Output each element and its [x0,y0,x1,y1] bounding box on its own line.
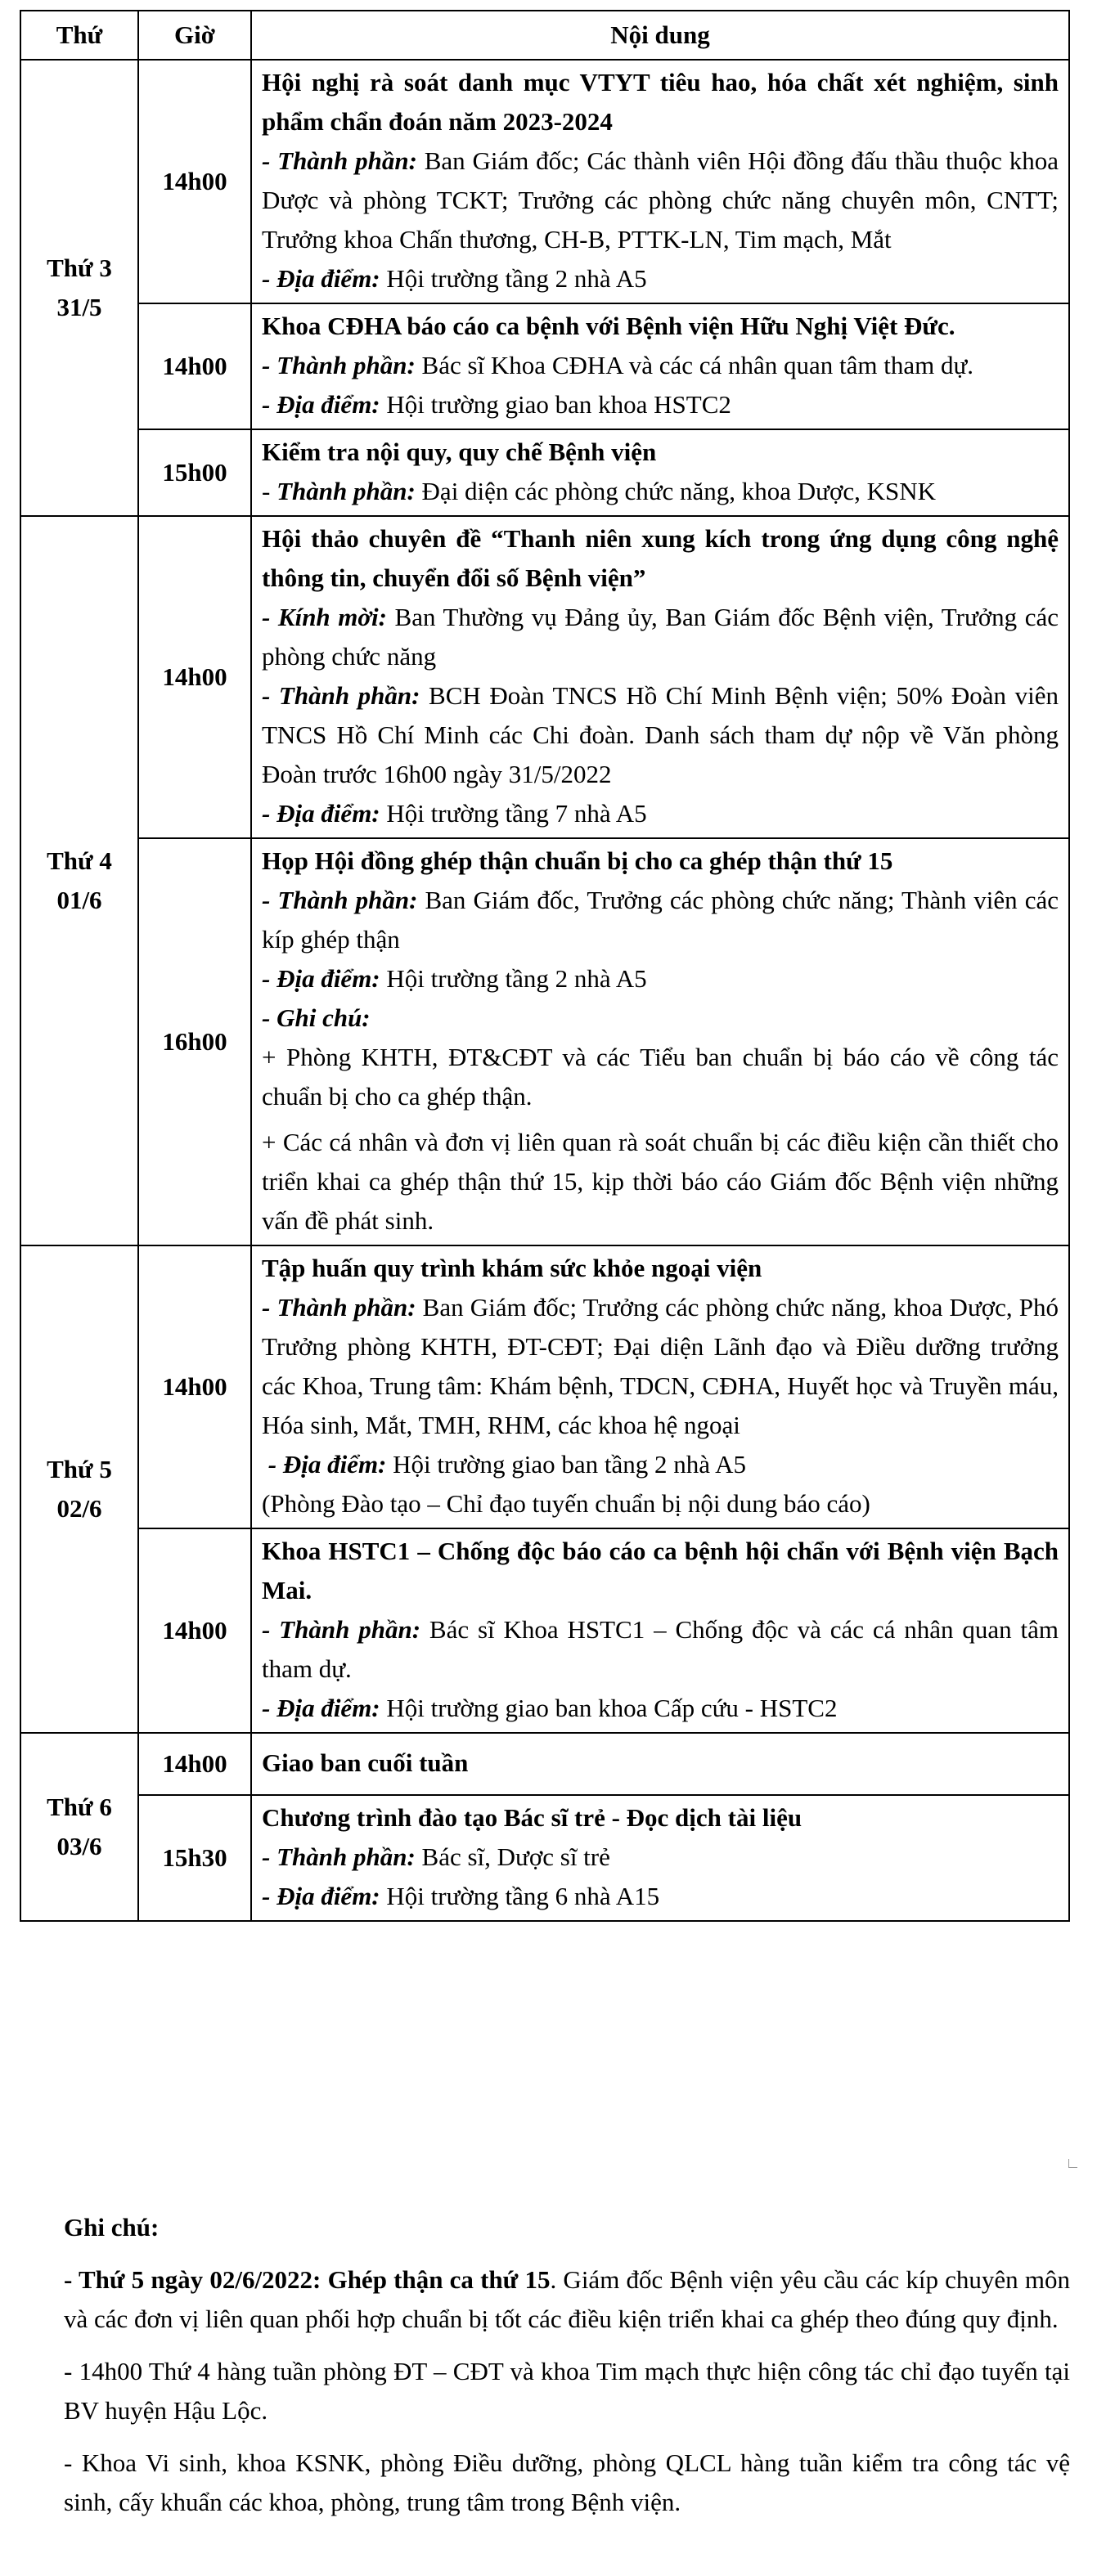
invite-text: Ban Thường vụ Đảng ủy, Ban Giám đốc Bệnh viện, Trưởng các phòng chức năng [262,603,1059,671]
participants-label: - Thành phần: [262,351,416,379]
invite-label: - Kính mời: [262,603,387,631]
corner-mark [1068,2159,1077,2168]
event-title: Hội thảo chuyên đề “Thanh niên xung kích trong ứng dụng công nghệ thông tin, chuyển đổi số Bệnh viện” [262,524,1059,592]
day-label: Thứ 6 [47,1793,112,1821]
event-title: Chương trình đào tạo Bác sĩ trẻ - Đọc dịch tài liệu [262,1803,803,1832]
participants-label: - Thành phần: [262,886,418,914]
event-content [251,1733,1069,1795]
time-cell: 16h00 [138,838,251,1245]
participants-text: Ban Giám đốc, Trưởng các phòng chức năng; Thành viên các kíp ghép thận [262,886,1059,954]
participants-text: Ban Giám đốc; Trưởng các phòng chức năng, khoa Dược, Phó Trưởng phòng KHTH, ĐT-CĐT; Đại diện Lãnh đạo và Điều dưỡng trưởng các Khoa, Trung tâm: Khám bệnh, TDCN, CĐHA, Huyết học và Truyền máu, Hóa sinh, Mắt, TMH, RHM, các khoa hệ ngoại [262,1293,1059,1439]
table-row [20,1528,1069,1733]
day-cell-tue [20,60,138,516]
event-title: Khoa CĐHA báo cáo ca bệnh với Bệnh viện Hữu Nghị Việt Đức. [262,312,955,340]
day-label: Thứ 4 [47,846,112,875]
day-date: 31/5 [56,293,102,321]
location-label: - Địa điểm: [268,1450,387,1479]
day-date: 01/6 [56,886,102,914]
event-title: Khoa HSTC1 – Chống độc báo cáo ca bệnh hội chẩn với Bệnh viện Bạch Mai. [262,1537,1059,1604]
note-paragraph [64,2260,1070,2339]
day-cell-fri [20,1733,138,1921]
time-cell: 14h00 [138,303,251,429]
note-label: - Ghi chú: [262,1003,371,1032]
note-item: + Các cá nhân và đơn vị liên quan rà soát chuẩn bị các điều kiện cần thiết cho triển khai ca ghép thận thứ 15, kịp thời báo cáo Giám đốc Bệnh viện những vấn đề phát sinh. [262,1128,1059,1235]
event-content [251,1795,1069,1921]
location-text: Hội trường giao ban khoa HSTC2 [386,390,731,419]
table-row [20,1245,1069,1528]
time-cell: 14h00 [138,1733,251,1795]
note-paragraph: - 14h00 Thứ 4 hàng tuần phòng ĐT – CĐT và khoa Tim mạch thực hiện công tác chỉ đạo tuyến tại BV huyện Hậu Lộc. [64,2357,1070,2425]
table-row [20,516,1069,838]
day-label: Thứ 3 [47,254,112,282]
event-title: Giao ban cuối tuần [262,1748,469,1777]
header-row [20,11,1069,60]
event-content [251,429,1069,516]
note-item: + Phòng KHTH, ĐT&CĐT và các Tiểu ban chuẩn bị báo cáo về công tác chuẩn bị cho ca ghép thận. [262,1043,1059,1111]
location-text: Hội trường tầng 6 nhà A15 [386,1882,660,1910]
header-content: Nội dung [251,11,1069,60]
participants-text: Đại diện các phòng chức năng, khoa Dược, KSNK [421,477,937,505]
location-text: Hội trường tầng 2 nhà A5 [386,264,647,293]
table-row [20,60,1069,303]
event-title: Họp Hội đồng ghép thận chuẩn bị cho ca ghép thận thứ 15 [262,846,893,875]
table-row [20,429,1069,516]
time-cell: 15h30 [138,1795,251,1921]
header-day: Thứ [20,11,138,60]
time-cell: 14h00 [138,1528,251,1733]
day-cell-wed [20,516,138,1245]
time-cell: 14h00 [138,1245,251,1528]
table-row [20,838,1069,1245]
time-cell: 14h00 [138,60,251,303]
participants-text: Bác sĩ Khoa HSTC1 – Chống độc và các cá nhân quan tâm tham dự. [262,1615,1059,1683]
event-content [251,1528,1069,1733]
day-date: 02/6 [56,1494,102,1523]
note-emphasis: - Thứ 5 ngày 02/6/2022: Ghép thận ca thứ 15 [64,2265,551,2294]
header-time: Giờ [138,11,251,60]
table-row [20,1733,1069,1795]
participants-label: - Thành phần: [262,1615,421,1644]
day-date: 03/6 [56,1832,102,1860]
notes-heading: Ghi chú: [64,2213,160,2242]
note-paragraph: - Khoa Vi sinh, khoa KSNK, phòng Điều dưỡng, phòng QLCL hàng tuần kiểm tra công tác vệ sinh, cấy khuẩn các khoa, phòng, trung tâm trong Bệnh viện. [64,2448,1070,2516]
participants-text: Bác sĩ Khoa CĐHA và các cá nhân quan tâm tham dự. [421,351,974,379]
note-text: . Giám đốc Bệnh viện yêu cầu các kíp chuyên môn và các đơn vị liên quan phối hợp chuẩn bị tốt các điều kiện triển khai ca ghép theo đúng quy định. [64,2265,1070,2333]
participants-label: - Thành phần: [262,1293,416,1322]
participants-text: Bác sĩ, Dược sĩ trẻ [421,1842,610,1871]
event-title: Hội nghị rà soát danh mục VTYT tiêu hao, hóa chất xét nghiệm, sinh phẩm chẩn đoán năm 2023-2024 [262,68,1059,136]
schedule-table [20,10,1070,1922]
location-label: - Địa điểm: [262,1882,380,1910]
location-label: - Địa điểm: [262,799,380,828]
location-text: Hội trường tầng 7 nhà A5 [386,799,647,828]
location-label: - Địa điểm: [262,964,380,993]
participants-text: BCH Đoàn TNCS Hồ Chí Minh Bệnh viện; 50% Đoàn viên TNCS Hồ Chí Minh các Chi đoàn. Danh sách tham dự nộp về Văn phòng Đoàn trước 16h00 ngày 31/5/2022 [262,681,1059,788]
table-row [20,1795,1069,1921]
location-text: Hội trường tầng 2 nhà A5 [386,964,647,993]
event-title: Kiểm tra nội quy, quy chế Bệnh viện [262,438,657,466]
participants-label: - Thành phần: [262,681,420,710]
participants-label: Thành phần: [276,477,416,505]
event-content [251,60,1069,303]
participants-label: - Thành phần: [262,1842,416,1871]
time-cell: 15h00 [138,429,251,516]
time-cell: 14h00 [138,516,251,838]
table-row [20,303,1069,429]
location-text: Hội trường giao ban tầng 2 nhà A5 [393,1450,746,1479]
event-title: Tập huấn quy trình khám sức khỏe ngoại viện [262,1254,762,1282]
day-label: Thứ 5 [47,1455,112,1483]
location-label: - Địa điểm: [262,1694,380,1722]
day-cell-thu [20,1245,138,1733]
location-label: - Địa điểm: [262,390,380,419]
event-content [251,1245,1069,1528]
location-text: Hội trường giao ban khoa Cấp cứu - HSTC2 [386,1694,838,1722]
event-content [251,516,1069,838]
event-content [251,303,1069,429]
notes-section [64,2208,1070,2535]
participants-label: - Thành phần: [262,146,417,175]
event-extra-note: (Phòng Đào tạo – Chỉ đạo tuyến chuẩn bị nội dung báo cáo) [262,1489,870,1518]
event-content [251,838,1069,1245]
location-label: - Địa điểm: [262,264,380,293]
participants-text: Ban Giám đốc; Các thành viên Hội đồng đấu thầu thuộc khoa Dược và phòng TCKT; Trưởng các phòng chức năng chuyên môn, CNTT; Trưởng khoa Chấn thương, CH-B, PTTK-LN, Tim mạch, Mắt [262,146,1059,254]
participants-prefix: - [262,477,271,505]
